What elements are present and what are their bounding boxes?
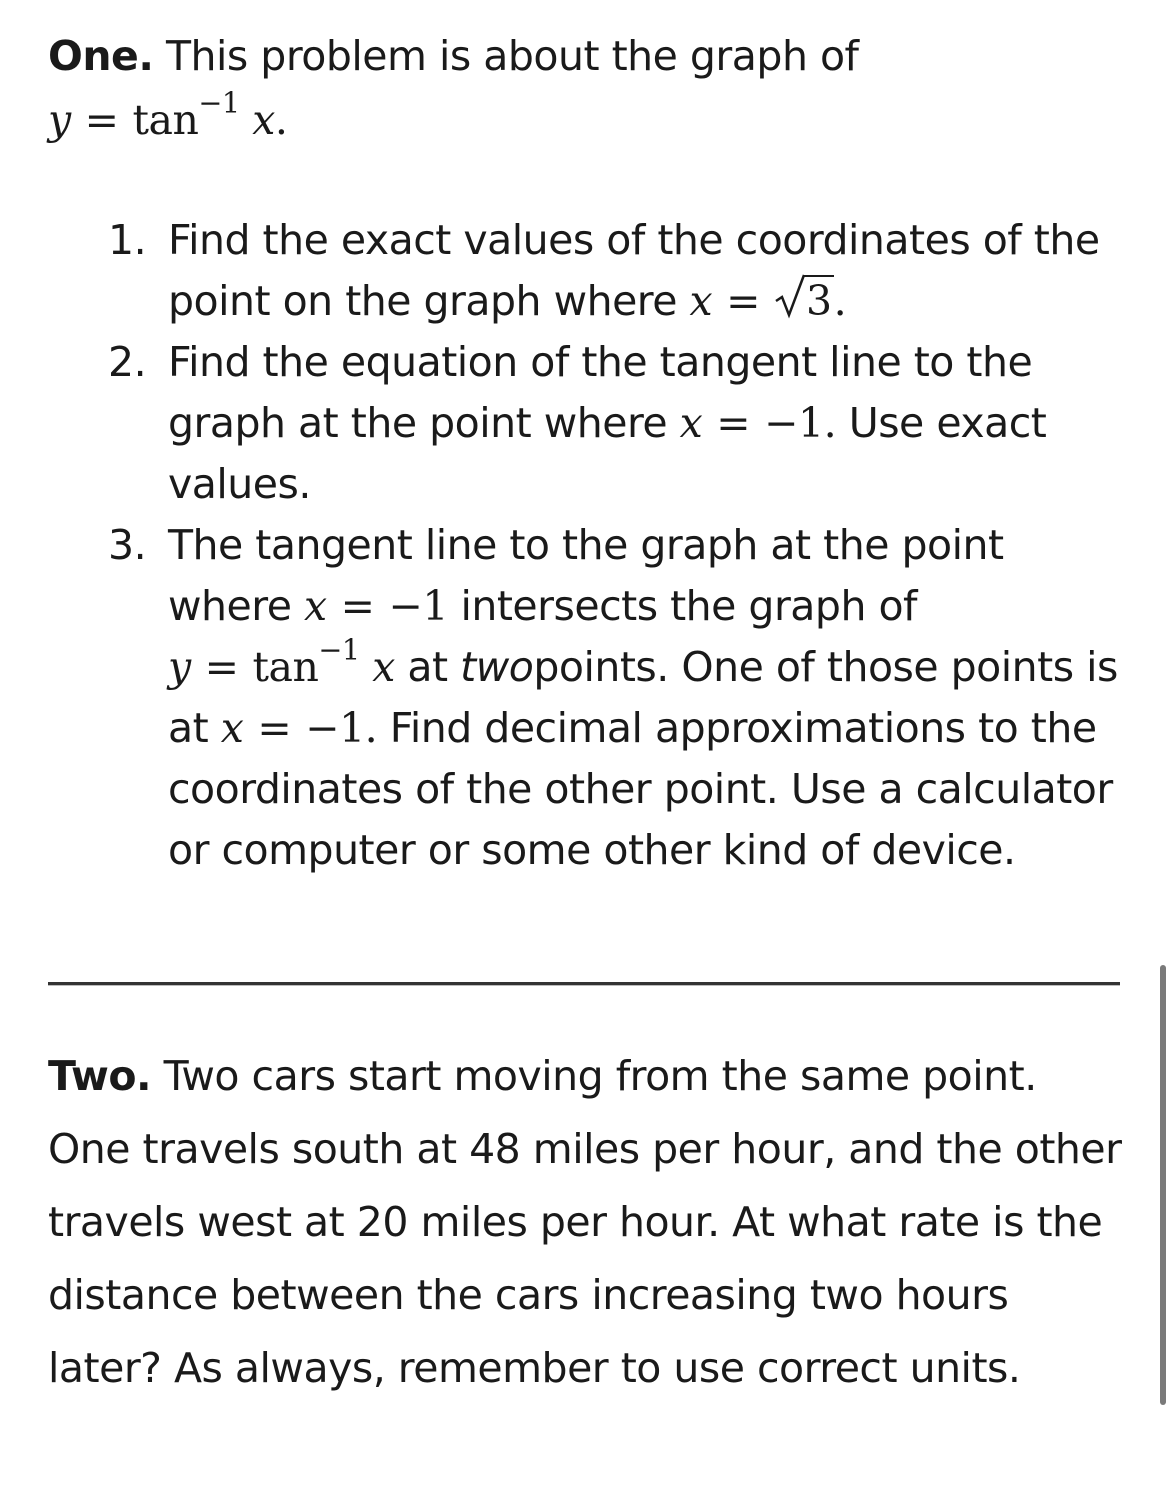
item-text: Find the exact values of the coordinates of the point on the graph where: [168, 216, 1100, 325]
vertical-scrollbar[interactable]: [1160, 965, 1166, 1405]
radical-sign-icon: [774, 273, 806, 321]
var-x: x: [689, 277, 713, 325]
item-text: points. One of those points is at: [168, 643, 1118, 752]
value: −1.: [305, 704, 378, 752]
problem-one-label: One.: [48, 32, 154, 80]
period: .: [833, 277, 847, 325]
var-x: x: [679, 399, 703, 447]
equals-sign: =: [204, 643, 239, 691]
item-text: at: [407, 643, 448, 691]
horizontal-divider: [48, 982, 1120, 986]
equals-sign: =: [726, 277, 761, 325]
var-x: x: [372, 643, 395, 691]
tan-function: tan: [252, 643, 319, 691]
square-root: [774, 271, 834, 332]
item-text: intersects the graph of: [460, 582, 917, 630]
period: .: [274, 96, 288, 144]
problem-one-statement: [48, 24, 1122, 152]
list-item: [48, 332, 1122, 515]
item-number: 3.: [108, 521, 147, 569]
problem-two-statement: [48, 1040, 1122, 1405]
var-x: x: [220, 704, 244, 752]
item-number: 2.: [108, 338, 147, 386]
problem-one-intro: This problem is about the graph of: [165, 32, 859, 80]
equals-sign: =: [257, 704, 292, 752]
item-text: Find decimal approximations to the coordinates of the other point. Use a calculator or computer or some other kind of device.: [168, 704, 1113, 874]
problem-two-text: Two cars start moving from the same point. One travels south at 48 miles per hour, and the other travels west at 20 miles per hour. At what rate is the distance between the cars increasing two hours later? As always, remember to use correct units.: [48, 1052, 1122, 1392]
inverse-tangent-equation: [48, 85, 288, 144]
equals-sign: =: [84, 96, 119, 144]
problem-one-list: [48, 210, 1122, 881]
item-text: The tangent line to the graph at the point where: [168, 521, 1004, 630]
item-number: 1.: [108, 216, 147, 264]
item-text: Use exact values.: [168, 399, 1047, 508]
list-item: [48, 210, 1122, 332]
inverse-exponent: −1: [318, 632, 360, 667]
var-y: y: [168, 643, 191, 691]
value: −1: [388, 582, 448, 630]
problem-two-label: Two.: [48, 1052, 152, 1100]
tan-function: tan: [132, 96, 199, 144]
equals-sign: =: [340, 582, 375, 630]
equals-sign: =: [716, 399, 751, 447]
var-x: x: [252, 96, 275, 144]
value: −1.: [764, 399, 837, 447]
var-y: y: [48, 96, 71, 144]
list-item: [48, 515, 1122, 881]
emphasis-two: two: [460, 643, 534, 691]
radicand: 3: [806, 277, 832, 325]
inverse-exponent: −1: [198, 85, 240, 120]
item-text: Find the equation of the tangent line to the graph at the point where: [168, 338, 1033, 447]
inverse-tangent-equation: [168, 632, 395, 691]
var-x: x: [303, 582, 327, 630]
